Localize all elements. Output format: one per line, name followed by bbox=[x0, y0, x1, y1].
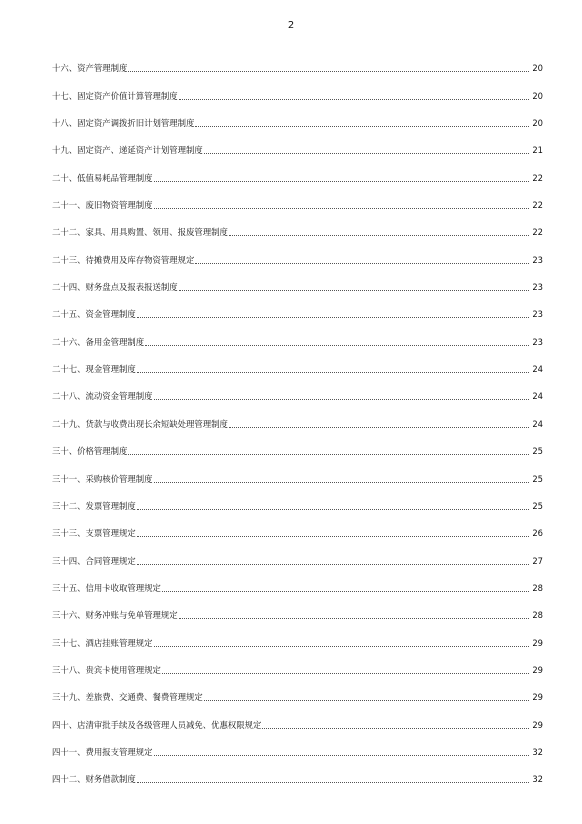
toc-entry-title: 二十八、流动资金管理制度 bbox=[52, 391, 153, 402]
toc-entry-page: 24 bbox=[532, 364, 543, 375]
toc-entry-page: 20 bbox=[532, 90, 543, 101]
toc-entry-page: 24 bbox=[532, 418, 543, 429]
toc-entry[interactable] bbox=[52, 402, 543, 429]
toc-entry[interactable] bbox=[52, 47, 543, 74]
toc-entry-title: 二十四、财务盘点及报表报送制度 bbox=[52, 282, 178, 293]
toc-dot-leader bbox=[128, 70, 529, 72]
toc-dot-leader bbox=[204, 699, 529, 701]
toc-entry-title: 二十七、现金管理制度 bbox=[52, 364, 136, 375]
toc-entry-page: 23 bbox=[532, 309, 543, 320]
toc-entry-page: 29 bbox=[532, 664, 543, 675]
toc-entry-page: 29 bbox=[532, 719, 543, 730]
toc-entry-title: 二十二、家具、用具购置、领用、报废管理制度 bbox=[52, 227, 228, 238]
toc-entry-title: 三十二、发票管理制度 bbox=[52, 500, 136, 511]
toc-entry-page: 25 bbox=[532, 473, 543, 484]
toc-dot-leader bbox=[137, 781, 529, 783]
toc-entry[interactable] bbox=[52, 102, 543, 129]
toc-entry[interactable] bbox=[52, 539, 543, 566]
toc-entry-title: 二十一、废旧物资管理制度 bbox=[52, 200, 153, 211]
toc-entry[interactable] bbox=[52, 74, 543, 101]
toc-entry-title: 三十八、贵宾卡使用管理规定 bbox=[52, 664, 161, 675]
toc-entry-title: 四十二、财务借款制度 bbox=[52, 774, 136, 785]
toc-entry-title: 十七、固定资产价值计算管理制度 bbox=[52, 90, 178, 101]
toc-entry[interactable] bbox=[52, 567, 543, 594]
page-number: 2 bbox=[287, 20, 295, 31]
toc-entry-page: 22 bbox=[532, 200, 543, 211]
toc-dot-leader bbox=[179, 98, 529, 100]
toc-entry-page: 25 bbox=[532, 446, 543, 457]
toc-entry-title: 二十三、待摊费用及库存物资管理规定 bbox=[52, 254, 195, 265]
toc-entry-title: 二十五、资金管理制度 bbox=[52, 309, 136, 320]
toc-entry-title: 十九、固定资产、递延资产计划管理制度 bbox=[52, 145, 203, 156]
toc-entry-page: 28 bbox=[532, 582, 543, 593]
toc-entry[interactable] bbox=[52, 184, 543, 211]
toc-dot-leader bbox=[162, 590, 529, 592]
toc-entry[interactable] bbox=[52, 238, 543, 265]
toc-dot-leader bbox=[262, 727, 529, 729]
toc-entry[interactable] bbox=[52, 676, 543, 703]
toc-entry[interactable] bbox=[52, 758, 543, 785]
toc-entry[interactable] bbox=[52, 266, 543, 293]
toc-entry-page: 27 bbox=[532, 555, 543, 566]
toc-entry-page: 23 bbox=[532, 336, 543, 347]
toc-dot-leader bbox=[137, 535, 529, 537]
toc-entry[interactable] bbox=[52, 129, 543, 156]
table-of-contents bbox=[52, 47, 543, 785]
toc-dot-leader bbox=[145, 344, 529, 346]
toc-entry[interactable] bbox=[52, 621, 543, 648]
toc-dot-leader bbox=[195, 262, 529, 264]
toc-entry[interactable] bbox=[52, 375, 543, 402]
toc-entry-page: 21 bbox=[532, 145, 543, 156]
toc-dot-leader bbox=[229, 234, 529, 236]
toc-entry-title: 十六、资产管理制度 bbox=[52, 63, 128, 74]
toc-entry-page: 32 bbox=[532, 746, 543, 757]
toc-dot-leader bbox=[137, 563, 529, 565]
toc-entry-title: 三十四、合同管理规定 bbox=[52, 555, 136, 566]
toc-dot-leader bbox=[137, 316, 529, 318]
toc-entry[interactable] bbox=[52, 156, 543, 183]
toc-entry[interactable] bbox=[52, 512, 543, 539]
toc-dot-leader bbox=[179, 617, 529, 619]
toc-dot-leader bbox=[154, 398, 530, 400]
toc-entry[interactable] bbox=[52, 348, 543, 375]
toc-entry-page: 28 bbox=[532, 610, 543, 621]
toc-entry-title: 三十一、采购核价管理制度 bbox=[52, 473, 153, 484]
toc-entry-title: 三十三、支票管理规定 bbox=[52, 528, 136, 539]
toc-dot-leader bbox=[154, 207, 530, 209]
toc-entry-page: 32 bbox=[532, 774, 543, 785]
toc-dot-leader bbox=[137, 508, 529, 510]
toc-entry-page: 23 bbox=[532, 254, 543, 265]
toc-entry[interactable] bbox=[52, 211, 543, 238]
toc-entry[interactable] bbox=[52, 320, 543, 347]
toc-dot-leader bbox=[154, 645, 530, 647]
toc-entry-page: 26 bbox=[532, 528, 543, 539]
toc-entry[interactable] bbox=[52, 731, 543, 758]
toc-entry-title: 二十九、货款与收费出现长余短缺处理管理制度 bbox=[52, 418, 228, 429]
toc-entry[interactable] bbox=[52, 293, 543, 320]
toc-entry-page: 23 bbox=[532, 282, 543, 293]
toc-entry-page: 25 bbox=[532, 500, 543, 511]
toc-dot-leader bbox=[179, 289, 529, 291]
toc-entry-title: 三十九、差旅费、交通费、餐费管理规定 bbox=[52, 692, 203, 703]
toc-entry-page: 20 bbox=[532, 63, 543, 74]
toc-entry[interactable] bbox=[52, 430, 543, 457]
toc-entry-title: 四十一、费用报支管理规定 bbox=[52, 746, 153, 757]
toc-entry-page: 24 bbox=[532, 391, 543, 402]
toc-dot-leader bbox=[162, 672, 529, 674]
toc-entry-page: 29 bbox=[532, 637, 543, 648]
toc-entry-title: 三十六、财务冲账与免单管理规定 bbox=[52, 610, 178, 621]
toc-entry-title: 四十、店清审批手续及各级管理人员减免、优惠权限规定 bbox=[52, 719, 262, 730]
toc-entry-title: 三十七、酒店挂账管理规定 bbox=[52, 637, 153, 648]
toc-dot-leader bbox=[154, 481, 530, 483]
toc-entry[interactable] bbox=[52, 703, 543, 730]
toc-entry-title: 二十六、备用金管理制度 bbox=[52, 336, 145, 347]
toc-entry-title: 二十、低值易耗品管理制度 bbox=[52, 172, 153, 183]
toc-dot-leader bbox=[154, 180, 530, 182]
toc-entry[interactable] bbox=[52, 594, 543, 621]
toc-entry-title: 三十五、信用卡收取管理规定 bbox=[52, 582, 161, 593]
toc-entry[interactable] bbox=[52, 457, 543, 484]
toc-dot-leader bbox=[195, 125, 529, 127]
toc-dot-leader bbox=[154, 754, 530, 756]
toc-entry-page: 20 bbox=[532, 118, 543, 129]
toc-entry-page: 29 bbox=[532, 692, 543, 703]
toc-dot-leader bbox=[128, 453, 529, 455]
toc-entry-title: 十八、固定资产调拨折旧计划管理制度 bbox=[52, 118, 195, 129]
toc-entry-page: 22 bbox=[532, 172, 543, 183]
toc-dot-leader bbox=[137, 371, 529, 373]
toc-entry-title: 三十、价格管理制度 bbox=[52, 446, 128, 457]
toc-entry[interactable] bbox=[52, 649, 543, 676]
toc-entry-page: 22 bbox=[532, 227, 543, 238]
toc-dot-leader bbox=[204, 152, 529, 154]
toc-entry[interactable] bbox=[52, 485, 543, 512]
toc-dot-leader bbox=[229, 426, 529, 428]
